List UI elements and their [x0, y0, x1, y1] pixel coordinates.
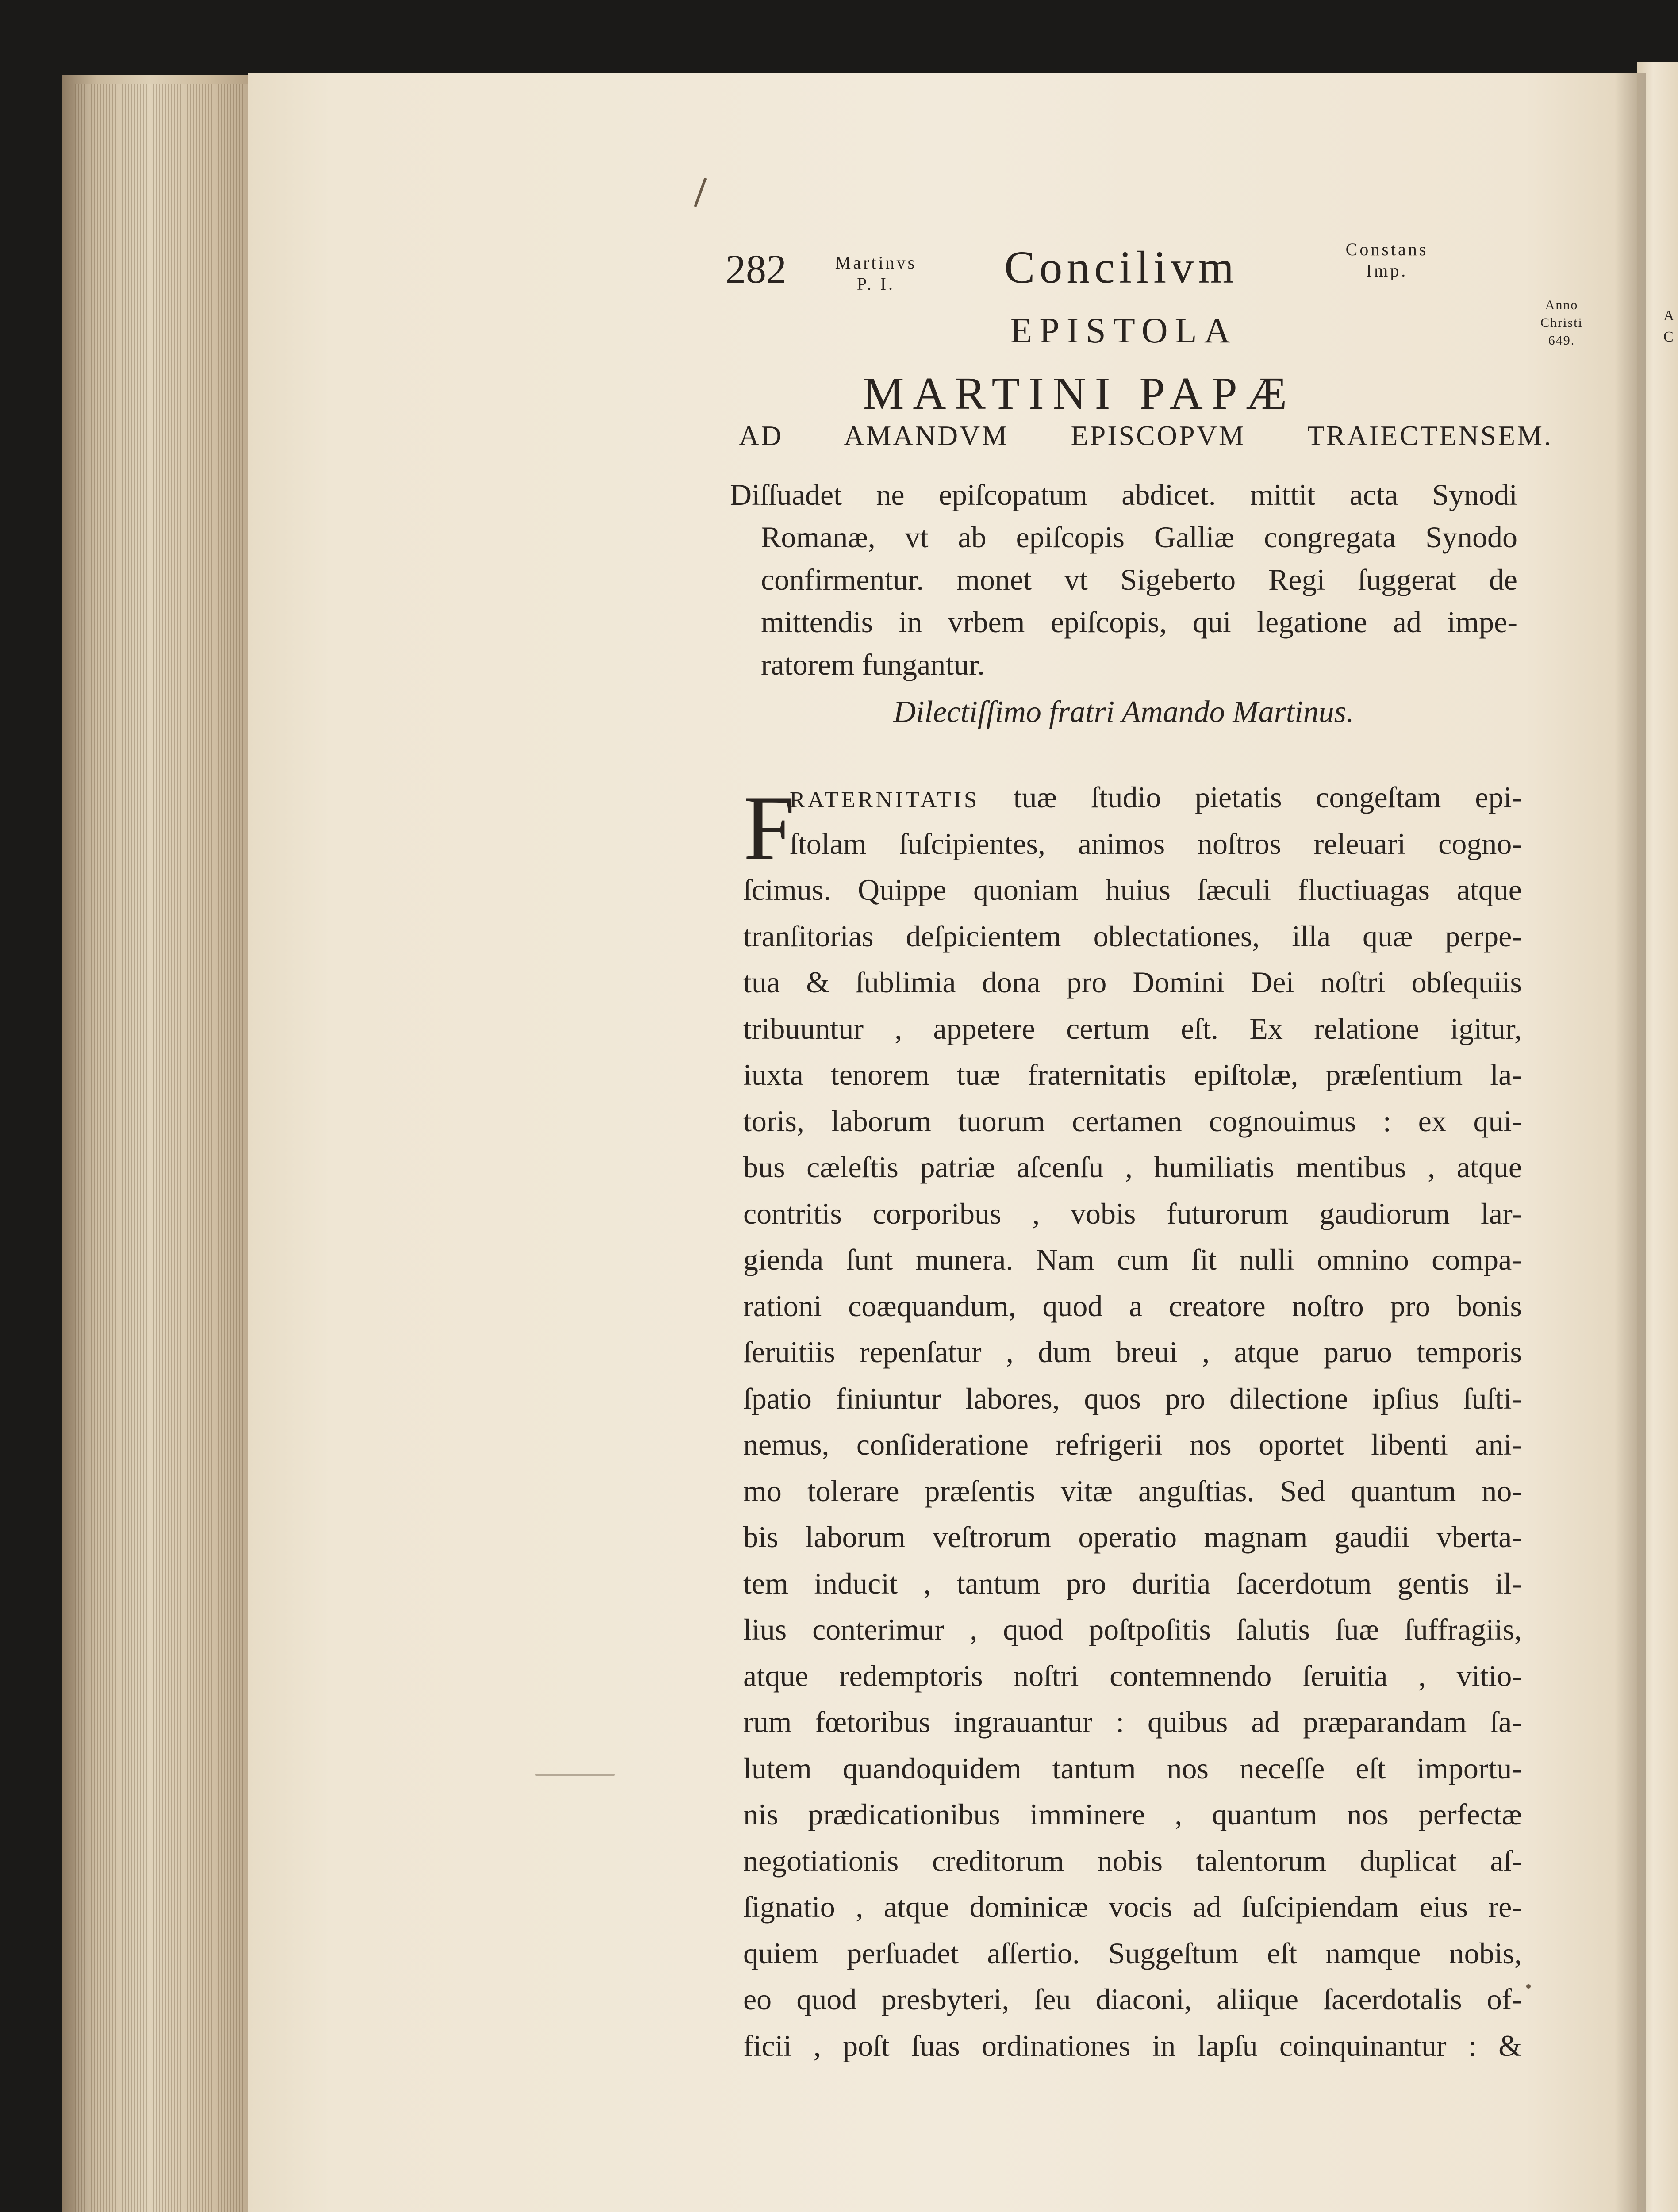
body-line: rationi coæquandum, quod a creatore noſtro pro bonis	[743, 1289, 1522, 1323]
margin-note-line: Anno	[1545, 298, 1578, 312]
facing-page-margin	[1663, 305, 1674, 348]
summary-line: mittendis in vrbem epiſcopis, qui legatione ad impe-	[761, 605, 1517, 639]
title-epistola: EPISTOLA	[1010, 310, 1237, 350]
running-head-left-line2: P. I.	[856, 274, 895, 294]
facing-margin-line: C	[1663, 329, 1674, 345]
body-line: negotiationis creditorum nobis talentorum duplicat aſ-	[743, 1843, 1522, 1878]
body-line-first	[743, 774, 1522, 821]
letter-address: Dilectiſſimo fratri Amando Martinus.	[893, 695, 1354, 729]
body-line: contritis corporibus , vobis futurorum gaudiorum lar-	[743, 1196, 1522, 1230]
body-line: tranſitorias deſpicientem oblectationes, illa quæ perpe-	[743, 919, 1522, 953]
facing-margin-line: A	[1663, 307, 1674, 324]
body-line: tem inducit , tantum pro duritia ſacerdotum gentis il-	[743, 1566, 1522, 1600]
body-line: tua & ſublimia dona pro Domini Dei noſtri obſequiis	[743, 965, 1522, 999]
ink-speck	[535, 1774, 615, 1776]
running-head-center: Concilivm	[1004, 242, 1239, 293]
first-line-rest: tuæ ſtudio pietatis congeſtam epi-	[1013, 780, 1522, 814]
running-head-right-line2: Imp.	[1366, 261, 1408, 280]
page-stack-edges	[75, 84, 250, 2212]
summary-line: confirmentur. monet vt Sigeberto Regi ſuggerat de	[761, 563, 1517, 596]
body-line: tribuuntur , appetere certum eſt. Ex relatione igitur,	[743, 1011, 1522, 1045]
body-line: bis laborum veſtrorum operatio magnam gaudii vberta-	[743, 1520, 1522, 1554]
title-ad-amandum: AD AMANDVM EPISCOPVM TRAIECTENSEM.	[739, 420, 1553, 451]
summary-line: Romanæ, vt ab epiſcopis Galliæ congregata Synodo	[761, 520, 1517, 554]
body-line: iuxta tenorem tuæ fraternitatis epiſtolæ, præſentium la-	[743, 1058, 1522, 1091]
body-line: ficii , poſt ſuas ordinationes in lapſu coinquinantur : &	[743, 2028, 1522, 2062]
summary-line: ratorem fungantur.	[761, 648, 985, 681]
body-line: rum fœtoribus ingrauantur : quibus ad præparandam ſa-	[743, 1705, 1522, 1739]
body-line: lutem quandoquidem tantum nos neceſſe eſt importu-	[743, 1751, 1522, 1785]
body-line: quiem perſuadet aſſertio. Suggeſtum eſt namque nobis,	[743, 1936, 1522, 1970]
body-line: nemus, conſideratione refrigerii nos oportet libenti ani-	[743, 1428, 1522, 1461]
summary-paragraph	[730, 473, 1517, 686]
letter-body	[743, 774, 1522, 2069]
body-line: nis prædicationibus imminere , quantum nos perfectæ	[743, 1797, 1522, 1831]
title-martini-papae: MARTINI PAPÆ	[863, 368, 1296, 419]
running-head-left	[823, 252, 929, 295]
body-line: ſcimus. Quippe quoniam huius ſæculi fluctiuagas atque	[743, 873, 1522, 906]
running-head-left-line1: Martinvs	[835, 253, 917, 273]
body-line: ſignatio , atque dominicæ vocis ad ſuſcipiendam eius re-	[743, 1890, 1522, 1924]
body-line: mo tolerare præſentis vitæ anguſtias. Sed quantum no-	[743, 1474, 1522, 1508]
body-line: atque redemptoris noſtri contemnendo ſeruitia , vitio-	[743, 1659, 1522, 1693]
body-line: eo quod presbyteri, ſeu diaconi, aliique ſacerdotalis of-	[743, 1982, 1522, 2016]
body-line: ſpatio finiuntur labores, quos pro dilectione ipſius ſuſti-	[743, 1381, 1522, 1415]
page-number: 282	[726, 246, 787, 292]
body-line: bus cæleſtis patriæ aſcenſu , humiliatis mentibus , atque	[743, 1150, 1522, 1184]
gutter-shadow	[1615, 73, 1646, 2212]
body-line: toris, laborum tuorum certamen cognouimus : ex qui-	[743, 1104, 1522, 1138]
summary-line: Diſſuadet ne epiſcopatum abdicet. mittit acta Synodi	[730, 478, 1517, 511]
margin-note-line: 649.	[1548, 333, 1575, 348]
running-head-right-line1: Constans	[1345, 239, 1428, 259]
ink-speck	[1526, 1984, 1531, 1989]
drop-cap: F	[743, 777, 795, 879]
first-word-smallcaps: RATERNITATIS	[790, 787, 979, 813]
body-line: ſeruitiis repenſatur , dum breui , atque paruo temporis	[743, 1335, 1522, 1369]
margin-note-line: Christi	[1540, 315, 1583, 330]
body-line: gienda ſunt munera. Nam cum ſit nulli omnino compa-	[743, 1243, 1522, 1276]
running-head-right	[1321, 239, 1453, 281]
body-line: lius conterimur , quod poſtpoſitis ſalutis ſuæ ſuffragiis,	[743, 1613, 1522, 1646]
body-line: ſtolam ſuſcipientes, animos noſtros releuari cogno-	[790, 826, 1522, 860]
